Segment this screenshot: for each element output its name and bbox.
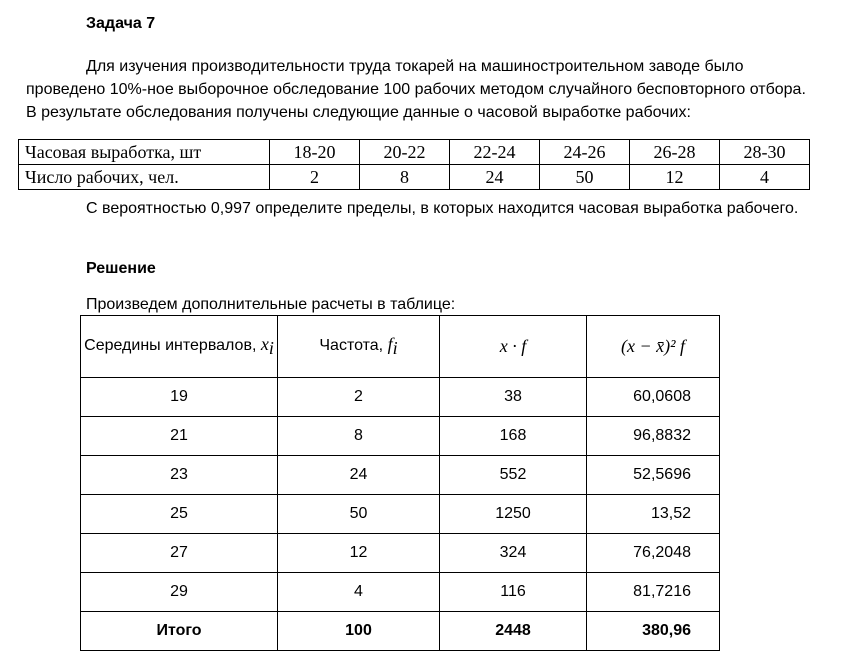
table-cell: 552 (440, 456, 587, 495)
header-product: x · f (440, 316, 587, 378)
table-cell: 24-26 (540, 140, 630, 165)
table-cell: 81,7216 (587, 573, 720, 612)
header-squared-deviation: (x − x̄)² f (587, 316, 720, 378)
problem-text: Для изучения производительности труда токарей на машиностроительном заводе было проведено 10%-ное выборочное обследование 100 рабочих методом случайного бесповторного отбора. В результате обследования получены следующие данные о часовой выработке рабочих: (26, 58, 806, 121)
table-cell: 21 (81, 417, 278, 456)
table-row (81, 456, 720, 495)
row-label-output: Часовая выработка, шт (19, 140, 270, 165)
table-cell: 2 (278, 378, 440, 417)
calc-intro: Произведем дополнительные расчеты в таблице: (86, 296, 456, 313)
table-cell: 25 (81, 495, 278, 534)
table-cell: 168 (440, 417, 587, 456)
row-label-workers: Число рабочих, чел. (19, 165, 270, 190)
table-row (81, 378, 720, 417)
table-cell: 96,8832 (587, 417, 720, 456)
table-cell: 18-20 (270, 140, 360, 165)
header-frequency: Частота, $f_i$ (278, 316, 440, 378)
data-table-row-workers (19, 165, 810, 190)
calc-table (80, 315, 720, 651)
table-cell: 38 (440, 378, 587, 417)
calc-table-header (81, 316, 720, 378)
table-row (81, 495, 720, 534)
table-cell: 4 (278, 573, 440, 612)
question-text: С вероятностью 0,997 определите пределы, в которых находится часовая выработка рабочего. (86, 200, 799, 217)
table-cell: 76,2048 (587, 534, 720, 573)
total-row (81, 612, 720, 651)
total-label: Итого (81, 612, 278, 651)
table-row (81, 534, 720, 573)
table-cell: 22-24 (450, 140, 540, 165)
total-product: 2448 (440, 612, 587, 651)
table-row (81, 417, 720, 456)
table-cell: 8 (278, 417, 440, 456)
table-cell: 20-22 (360, 140, 450, 165)
table-cell: 1250 (440, 495, 587, 534)
table-cell: 28-30 (720, 140, 810, 165)
total-frequency: 100 (278, 612, 440, 651)
table-cell: 24 (450, 165, 540, 190)
table-cell: 50 (278, 495, 440, 534)
table-row (81, 573, 720, 612)
table-cell: 52,5696 (587, 456, 720, 495)
task-title: Задача 7 (86, 15, 156, 32)
total-squared-deviation: 380,96 (587, 612, 720, 651)
table-cell: 4 (720, 165, 810, 190)
table-cell: 50 (540, 165, 630, 190)
table-cell: 26-28 (630, 140, 720, 165)
table-cell: 12 (278, 534, 440, 573)
table-cell: 324 (440, 534, 587, 573)
table-cell: 23 (81, 456, 278, 495)
data-table (18, 139, 810, 190)
header-midpoints: Середины интервалов, $x_i$ (81, 316, 278, 378)
table-cell: 19 (81, 378, 278, 417)
table-cell: 24 (278, 456, 440, 495)
table-cell: 8 (360, 165, 450, 190)
table-cell: 2 (270, 165, 360, 190)
data-table-row-output (19, 140, 810, 165)
table-cell: 116 (440, 573, 587, 612)
table-cell: 12 (630, 165, 720, 190)
table-cell: 60,0608 (587, 378, 720, 417)
solution-heading: Решение (86, 260, 156, 277)
table-cell: 13,52 (587, 495, 720, 534)
table-cell: 27 (81, 534, 278, 573)
table-cell: 29 (81, 573, 278, 612)
